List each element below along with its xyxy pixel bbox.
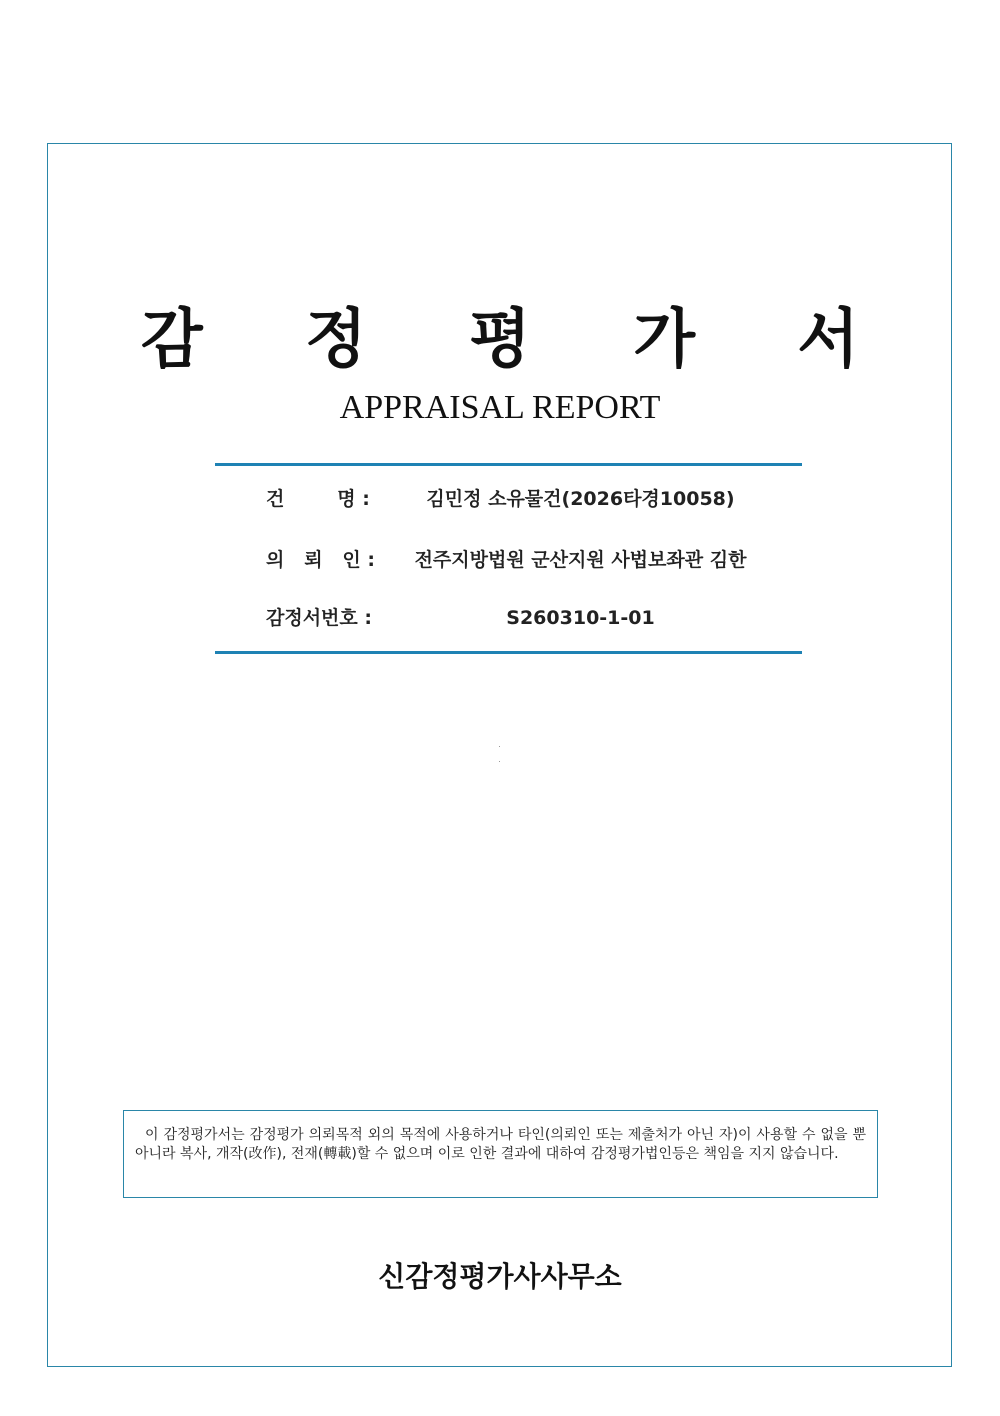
dot-mark (499, 746, 500, 747)
case-name-value: 김민정 소유물건(2026타경10058) (426, 488, 735, 510)
top-divider (215, 463, 802, 466)
client-value: 전주지방법원 군산지원 사법보좌관 김한 (414, 549, 747, 571)
document-title-english: APPRAISAL REPORT (339, 389, 661, 426)
case-name-label: 건 명 : (266, 488, 370, 510)
dot-mark (499, 761, 500, 762)
appraisal-office-name: 신감정평가사사무소 (378, 1260, 622, 1293)
report-number-label: 감정서번호 : (266, 607, 372, 629)
document-title-korean: 감 정 평 가 서 (140, 303, 900, 377)
bottom-divider (215, 651, 802, 654)
faint-dot-marks (497, 746, 501, 768)
disclaimer-text: 이 감정평가서는 감정평가 의뢰목적 외의 목적에 사용하거나 타인(의뢰인 또는 제출처가 아닌 자)이 사용할 수 없을 뿐 아니라 복사, 개작(改作), 전재(轉載)할 수 없으며 이로 인한 결과에 대하여 감정평가법인등은 책임을 지지 않습니다. (135, 1127, 866, 1162)
report-number-value: S260310-1-01 (506, 607, 655, 629)
client-label: 의 뢰 인 : (266, 549, 375, 571)
disclaimer-box (123, 1110, 878, 1198)
